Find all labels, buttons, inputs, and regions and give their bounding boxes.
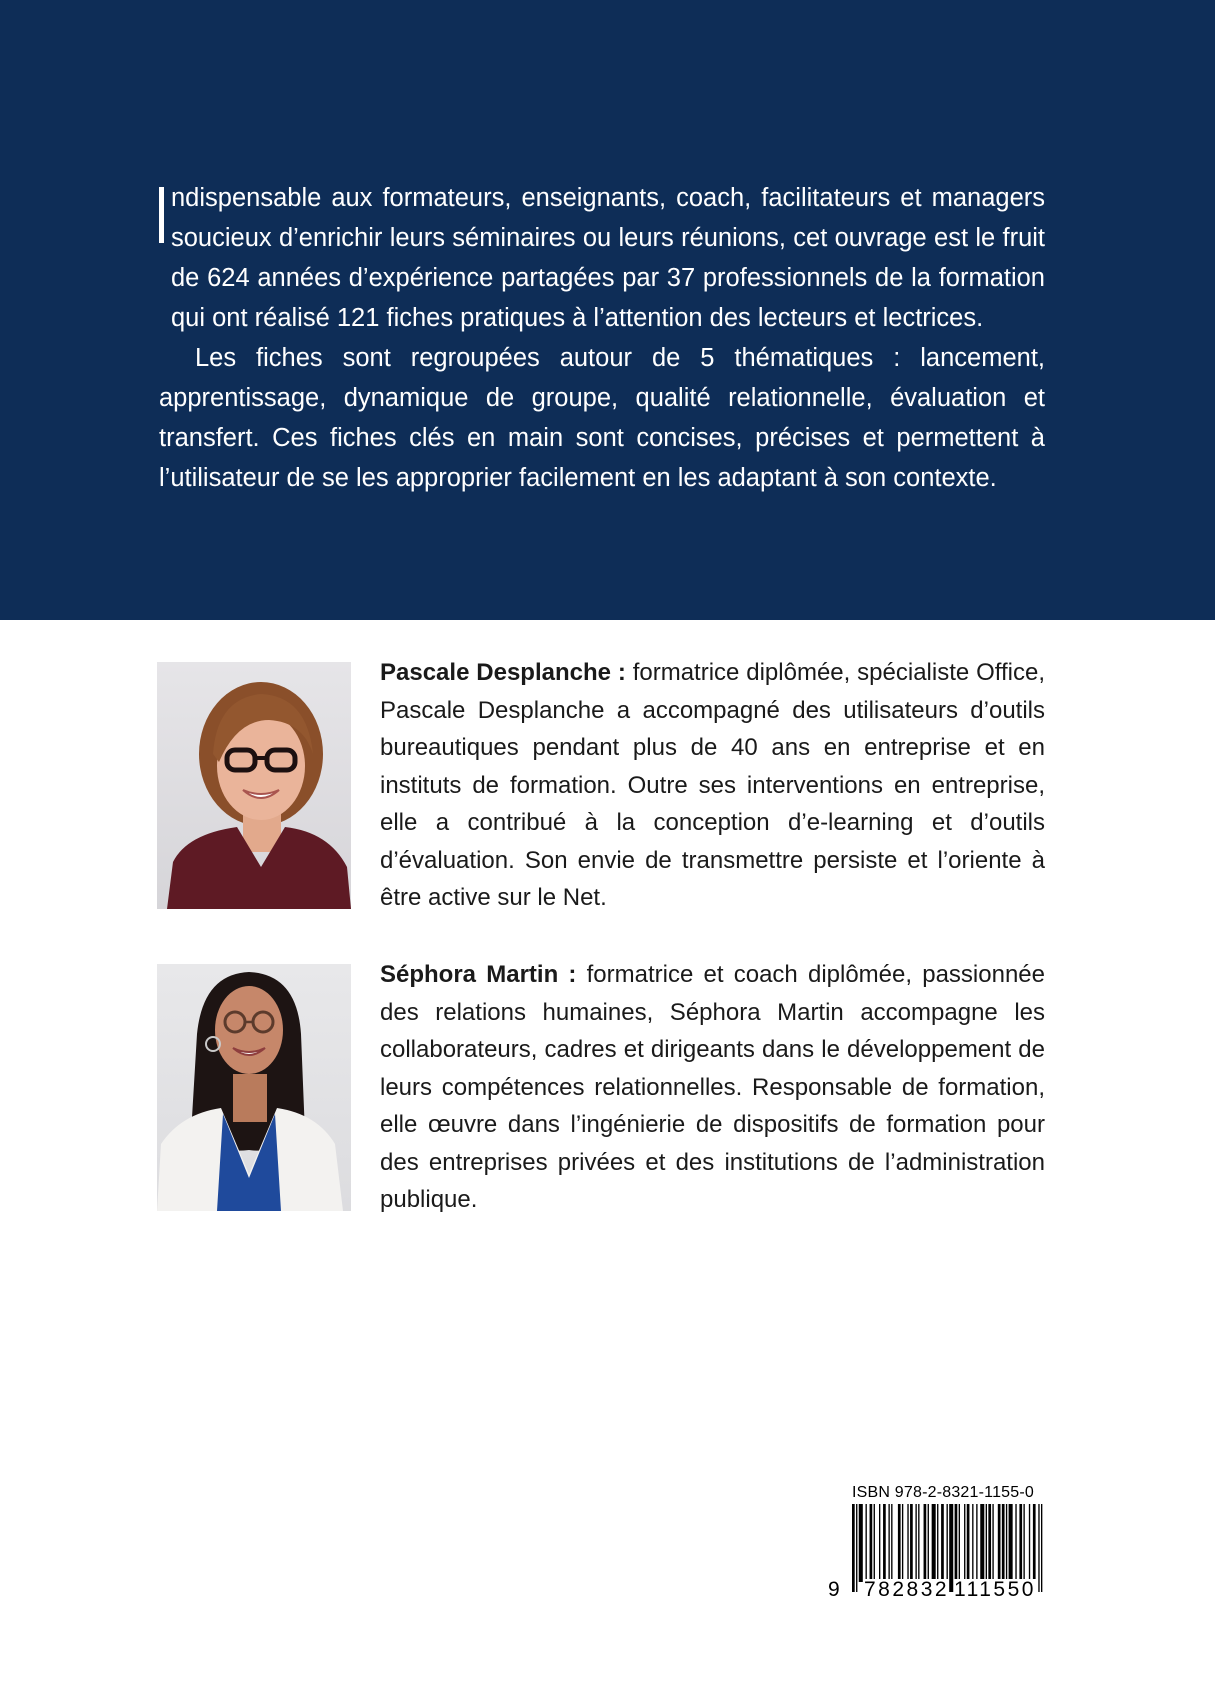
barcode-bar	[972, 1504, 973, 1582]
summary-paragraph-2: Les fiches sont regroupées autour de 5 thématiques : lancement, apprentissage, dynamique de groupe, qualité relationnelle, évaluation et transfert. Ces fiches clés en main sont concises, précises et permettent à l’utilisateur de se les approprier facilement en les adaptant à son contexte.	[159, 344, 1045, 492]
barcode-bar	[1029, 1504, 1030, 1582]
barcode-bar	[998, 1504, 1001, 1582]
barcode-bar	[915, 1504, 916, 1582]
isbn-digit-first: 9	[828, 1578, 840, 1601]
barcode-bar	[1015, 1504, 1016, 1582]
barcode-bar	[980, 1504, 984, 1582]
barcode-bar	[866, 1504, 867, 1582]
author-photo-sephora	[157, 964, 351, 1211]
portrait-woman-icon	[157, 662, 351, 909]
barcode-bar	[932, 1504, 936, 1582]
barcode-bar	[988, 1504, 991, 1582]
barcode-bar	[1019, 1504, 1022, 1582]
barcode-bar	[918, 1504, 919, 1582]
barcode-bar	[891, 1504, 892, 1582]
portrait-woman-icon	[157, 964, 351, 1211]
barcode-bar	[1023, 1504, 1024, 1582]
isbn-label: ISBN 978-2-8321-1155-0	[852, 1484, 1034, 1501]
barcode-bar	[874, 1504, 875, 1582]
barcode-bar	[902, 1504, 903, 1582]
summary-paragraph-1-text: ndispensable aux formateurs, enseignants, coach, facilitateurs et managers soucieux d’enrichir leurs séminaires ou leurs réunions, cet ouvrage est le fruit de 624 années d’expérience partagées par 37 professionnels de la formation qui ont réalisé 121 fiches pratiques à l’attention des lecteurs et lectrices.	[171, 184, 1045, 332]
barcode-bar	[924, 1504, 927, 1582]
barcode-bar	[937, 1504, 938, 1582]
author-name: Séphora Martin :	[380, 961, 577, 988]
barcode-bar	[898, 1504, 901, 1582]
barcode-bar	[1006, 1504, 1007, 1582]
barcode-bar	[888, 1504, 889, 1582]
book-summary	[159, 178, 1045, 498]
barcode-bar	[907, 1504, 908, 1582]
barcode-bar	[883, 1504, 886, 1582]
barcode-bar	[986, 1504, 987, 1582]
isbn-digits-right: 111550	[954, 1578, 1036, 1601]
author-name: Pascale Desplanche :	[380, 659, 626, 686]
barcode-bar	[928, 1504, 929, 1582]
author-bio-sephora	[380, 956, 1045, 1219]
author-bio-pascale	[380, 654, 1045, 917]
barcode-bar	[959, 1504, 960, 1582]
barcode-bar	[1009, 1504, 1013, 1582]
barcode-bar	[870, 1504, 873, 1582]
author-photo-pascale	[157, 662, 351, 909]
barcode-bar	[1033, 1504, 1036, 1582]
barcode-bar	[964, 1504, 965, 1582]
summary-paragraph-1	[159, 178, 1045, 338]
isbn-digits	[826, 1579, 1046, 1601]
barcode-bar	[967, 1504, 970, 1582]
isbn-barcode-block	[826, 1484, 1046, 1602]
barcode-bar	[879, 1504, 880, 1582]
barcode-bar	[859, 1504, 863, 1582]
author-bio-text: formatrice et coach diplômée, passionnée des relations humaines, Séphora Martin accompagne les collaborateurs, cadres et dirigeants dans le développement de leurs compétences relationnelles. Responsable de formation, elle œuvre dans l’ingénierie de dispositifs de formation pour des entreprises privées et des institutions de l’administration publique.	[380, 961, 1045, 1213]
barcode-bar	[1002, 1504, 1005, 1582]
barcode-bar	[910, 1504, 913, 1582]
barcode-bar	[941, 1504, 944, 1582]
author-bio-text: formatrice diplômée, spécialiste Office, Pascale Desplanche a accompagné des utilisateurs d’outils bureautiques pendant plus de 40 ans en entreprise et en instituts de formation. Outre ses interventions en entreprise, elle a contribué à la conception d’e-learning et d’outils d’évaluation. Son envie de transmettre persiste et l’oriente à être active sur le Net.	[380, 659, 1045, 911]
dropcap-letter	[159, 187, 164, 243]
barcode-bar	[976, 1504, 977, 1582]
barcode-bar	[955, 1504, 958, 1582]
isbn-digits-left: 782832	[864, 1578, 950, 1601]
barcode-bar	[992, 1504, 993, 1582]
